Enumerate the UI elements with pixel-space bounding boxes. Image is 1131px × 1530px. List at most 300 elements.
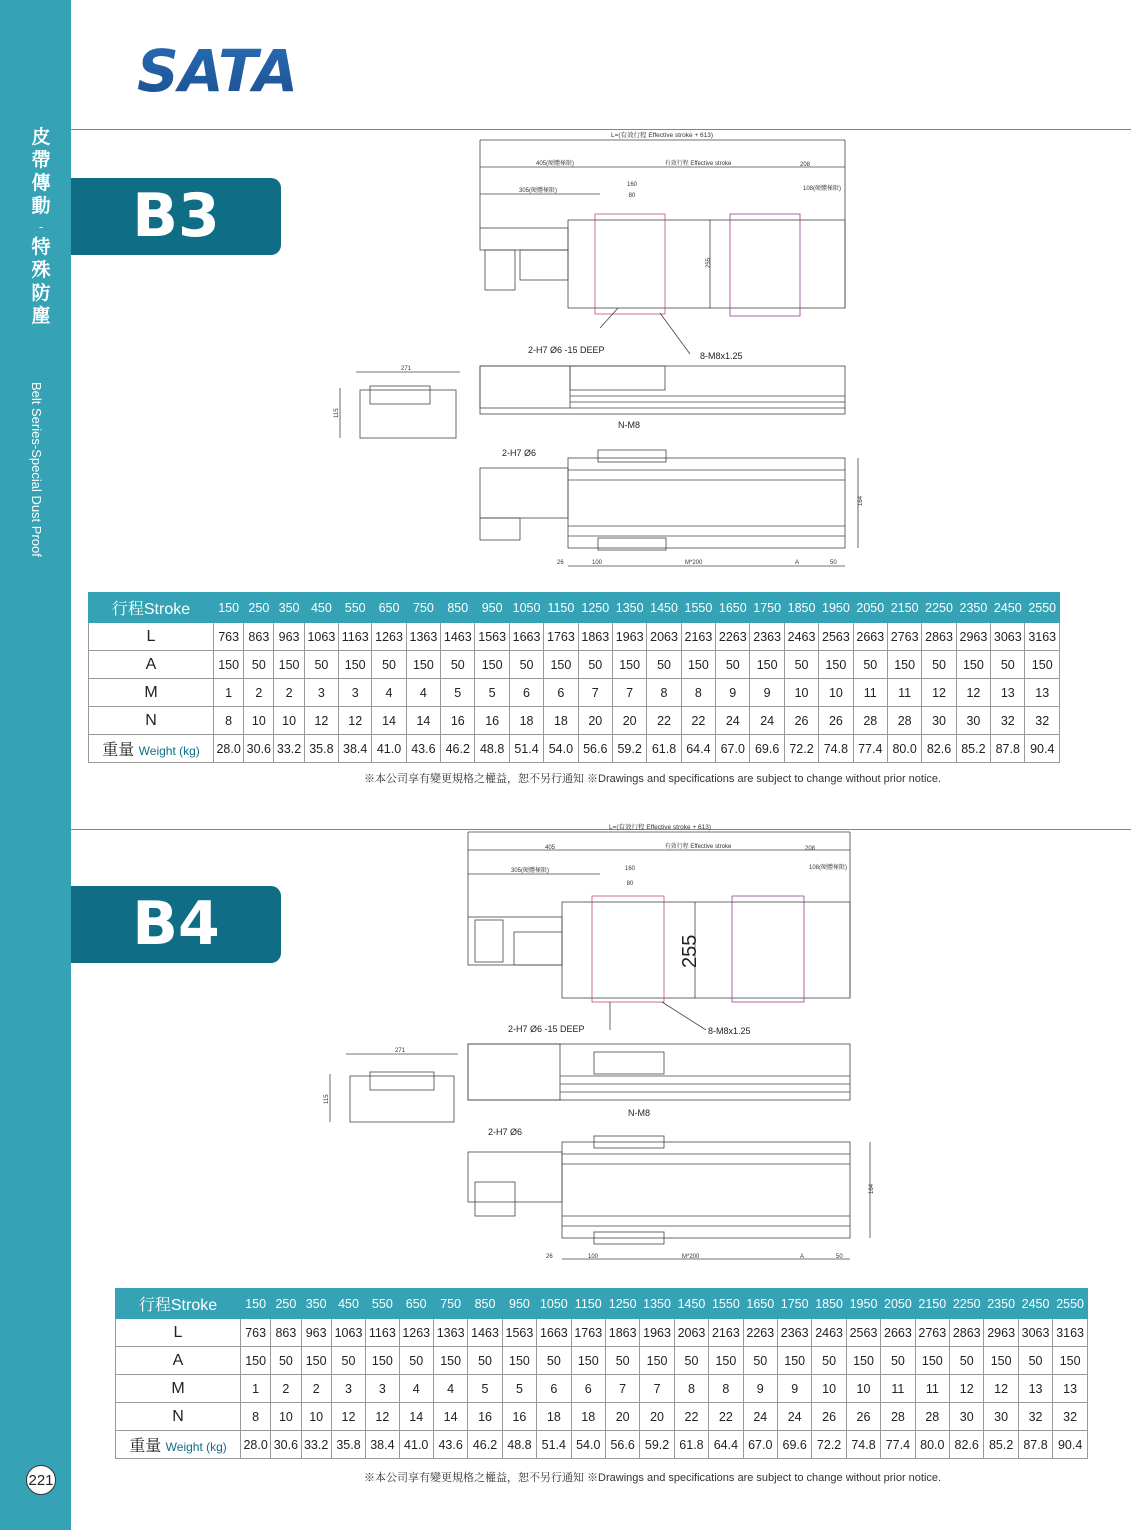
table-cell: 2363 (777, 1319, 811, 1347)
table-cell: 763 (214, 623, 244, 651)
table-cell: 11 (881, 1375, 915, 1403)
pin-spec-label: 2-H7 Ø6 (488, 1127, 523, 1137)
table-cell: 2563 (846, 1319, 880, 1347)
table-cell: 4 (399, 1375, 433, 1403)
row-label: N (89, 707, 214, 735)
table-cell: 18 (509, 707, 543, 735)
table-cell: 150 (406, 651, 440, 679)
table-cell: 20 (605, 1403, 639, 1431)
dim-left-limit: 305(硬體極限) (518, 188, 558, 194)
sidebar (0, 0, 71, 1530)
table-cell: 2863 (922, 623, 956, 651)
stroke-cell: 1150 (544, 593, 578, 623)
weight-cell: 67.0 (743, 1431, 777, 1459)
table-cell: 5 (441, 679, 475, 707)
weight-cell: 61.8 (647, 735, 681, 763)
table-cell: 16 (441, 707, 475, 735)
stroke-label: 行程Stroke (89, 593, 214, 623)
weight-cell: 35.8 (331, 1431, 365, 1459)
table-cell: 1563 (502, 1319, 536, 1347)
model-badge: B3 (71, 178, 281, 255)
weight-cell: 38.4 (339, 735, 372, 763)
table-cell: 50 (991, 651, 1025, 679)
table-cell: 963 (301, 1319, 331, 1347)
table-cell: 2663 (853, 623, 887, 651)
stroke-cell: 150 (214, 593, 244, 623)
weight-cell: 59.2 (640, 1431, 674, 1459)
stroke-cell: 1950 (819, 593, 853, 623)
table-cell: 1963 (640, 1319, 674, 1347)
stroke-cell: 350 (301, 1289, 331, 1319)
table-row (89, 679, 1060, 707)
table-cell: 7 (578, 679, 612, 707)
table-cell: 2263 (716, 623, 750, 651)
dim-164: 164 (869, 1183, 875, 1194)
table-cell: 7 (612, 679, 646, 707)
n-m8-label: N-M8 (628, 1108, 650, 1118)
table-cell: 150 (571, 1347, 605, 1375)
weight-cell: 80.0 (915, 1431, 949, 1459)
dim-160: 160 (626, 182, 638, 188)
table-cell: 1163 (339, 623, 372, 651)
b3-spec-table (88, 592, 1060, 763)
stroke-cell: 1350 (612, 593, 646, 623)
table-cell: 26 (819, 707, 853, 735)
sidebar-chinese-title: 皮 帶 傳 動 - 特 殊 防 塵 (31, 126, 51, 327)
b4-spec-table (115, 1288, 1088, 1459)
table-cell: 6 (571, 1375, 605, 1403)
stroke-cell: 1450 (674, 1289, 708, 1319)
table-cell: 22 (674, 1403, 708, 1431)
weight-cell: 80.0 (887, 735, 921, 763)
table-cell: 11 (853, 679, 887, 707)
table-cell: 12 (366, 1403, 399, 1431)
stroke-cell: 150 (241, 1289, 271, 1319)
table-cell: 8 (647, 679, 681, 707)
stroke-cell: 1050 (509, 593, 543, 623)
stroke-cell: 450 (331, 1289, 365, 1319)
dim-left-length: 405 (544, 845, 556, 851)
table-cell: 14 (406, 707, 440, 735)
table-cell: 150 (915, 1347, 949, 1375)
table-cell: 26 (812, 1403, 846, 1431)
table-cell: 10 (301, 1403, 331, 1431)
table-cell: 12 (304, 707, 338, 735)
stroke-cell: 750 (433, 1289, 467, 1319)
table-cell: 150 (984, 1347, 1018, 1375)
stroke-cell: 1850 (812, 1289, 846, 1319)
stroke-cell: 1650 (743, 1289, 777, 1319)
table-cell: 13 (991, 679, 1025, 707)
stroke-cell: 650 (399, 1289, 433, 1319)
weight-label-en: Weight (kg) (165, 1440, 227, 1454)
stroke-cell: 1550 (709, 1289, 743, 1319)
table-cell: 1863 (578, 623, 612, 651)
stroke-cell: 250 (244, 593, 274, 623)
weight-cell: 41.0 (399, 1431, 433, 1459)
stroke-cell: 950 (475, 593, 509, 623)
dim-115: 115 (324, 1094, 330, 1104)
table-cell: 2563 (819, 623, 853, 651)
table-cell: 50 (468, 1347, 502, 1375)
table-cell: 2863 (950, 1319, 984, 1347)
stroke-cell: 450 (304, 593, 338, 623)
table-cell: 14 (372, 707, 406, 735)
weight-cell: 33.2 (274, 735, 304, 763)
weight-cell: 77.4 (881, 1431, 915, 1459)
table-cell: 1963 (612, 623, 646, 651)
hole-spec-label: 2-H7 Ø6 -15 DEEP (508, 1024, 585, 1034)
table-cell: 26 (846, 1403, 880, 1431)
table-cell: 32 (1018, 1403, 1052, 1431)
table-cell: 26 (784, 707, 818, 735)
row-label: N (116, 1403, 241, 1431)
weight-cell: 61.8 (674, 1431, 708, 1459)
pin-spec-label: 2-H7 Ø6 (502, 448, 537, 458)
table-cell: 2 (274, 679, 304, 707)
table-cell: 1 (241, 1375, 271, 1403)
table-cell: 22 (647, 707, 681, 735)
table-cell: 1 (214, 679, 244, 707)
weight-cell: 41.0 (372, 735, 406, 763)
table-cell: 50 (784, 651, 818, 679)
table-cell: 30 (950, 1403, 984, 1431)
table-cell: 3063 (1018, 1319, 1052, 1347)
weight-cell: 43.6 (406, 735, 440, 763)
disclaimer-note: ※本公司享有變更規格之權益，恕不另行通知 ※Drawings and specifications are subject to change without prior notice. (364, 1472, 942, 1484)
table-cell: 1563 (475, 623, 509, 651)
dim-right-length: 208 (804, 846, 816, 852)
table-row (116, 1347, 1088, 1375)
table-cell: 2 (301, 1375, 331, 1403)
weight-cell: 72.2 (784, 735, 818, 763)
table-cell: 11 (887, 679, 921, 707)
table-cell: 2 (244, 679, 274, 707)
weight-cell: 35.8 (304, 735, 338, 763)
weight-cell: 33.2 (301, 1431, 331, 1459)
table-cell: 50 (244, 651, 274, 679)
stroke-cell: 2550 (1025, 593, 1060, 623)
table-cell: 13 (1053, 1375, 1088, 1403)
table-cell: 9 (750, 679, 784, 707)
weight-cell: 69.6 (777, 1431, 811, 1459)
dim-26: 26 (546, 1254, 553, 1260)
stroke-cell: 1850 (784, 593, 818, 623)
table-cell: 8 (709, 1375, 743, 1403)
weight-cell: 82.6 (950, 1431, 984, 1459)
table-cell: 150 (433, 1347, 467, 1375)
table-cell: 10 (819, 679, 853, 707)
weight-cell: 64.4 (681, 735, 715, 763)
dim-right-length: 208 (799, 162, 811, 168)
table-cell: 2 (271, 1375, 301, 1403)
weight-cell: 67.0 (716, 735, 750, 763)
table-cell: 7 (640, 1375, 674, 1403)
table-cell: 30 (984, 1403, 1018, 1431)
table-cell: 3163 (1053, 1319, 1088, 1347)
table-cell: 24 (777, 1403, 811, 1431)
stroke-cell: 350 (274, 593, 304, 623)
dim-a: A (795, 560, 800, 566)
table-cell: 28 (853, 707, 887, 735)
stroke-cell: 1650 (716, 593, 750, 623)
stroke-cell: 550 (339, 593, 372, 623)
table-cell: 30 (922, 707, 956, 735)
weight-cell: 87.8 (991, 735, 1025, 763)
table-cell: 150 (846, 1347, 880, 1375)
dim-164: 164 (858, 495, 864, 506)
weight-cell: 54.0 (571, 1431, 605, 1459)
stroke-header-row (89, 593, 1060, 623)
table-cell: 12 (984, 1375, 1018, 1403)
dim-255: 255 (706, 257, 712, 268)
stroke-cell: 2250 (950, 1289, 984, 1319)
table-cell: 2163 (709, 1319, 743, 1347)
stroke-cell: 1750 (777, 1289, 811, 1319)
table-cell: 6 (537, 1375, 571, 1403)
table-cell: 150 (819, 651, 853, 679)
table-cell: 3 (339, 679, 372, 707)
table-cell: 2463 (812, 1319, 846, 1347)
table-cell: 3163 (1025, 623, 1060, 651)
stroke-cell: 1550 (681, 593, 715, 623)
row-label: M (89, 679, 214, 707)
table-row (116, 1319, 1088, 1347)
table-cell: 1463 (441, 623, 475, 651)
dim-right-limit: 108(硬體極限) (808, 865, 848, 871)
n-m8-label: N-M8 (618, 420, 640, 430)
table-cell: 13 (1018, 1375, 1052, 1403)
dim-115: 115 (334, 408, 340, 418)
table-cell: 2363 (750, 623, 784, 651)
table-cell: 150 (1053, 1347, 1088, 1375)
weight-cell: 56.6 (578, 735, 612, 763)
stroke-cell: 850 (468, 1289, 502, 1319)
dim-m200: M*200 (682, 1254, 700, 1260)
b4-technical-drawing (310, 822, 890, 1270)
dim-100: 100 (592, 560, 603, 566)
table-cell: 18 (571, 1403, 605, 1431)
table-cell: 2763 (887, 623, 921, 651)
weight-cell: 30.6 (244, 735, 274, 763)
weight-cell: 56.6 (605, 1431, 639, 1459)
table-cell: 16 (468, 1403, 502, 1431)
table-cell: 963 (274, 623, 304, 651)
table-cell: 24 (743, 1403, 777, 1431)
table-cell: 6 (544, 679, 578, 707)
dim-effective-stroke: 有效行程 Effective stroke (664, 161, 732, 167)
table-cell: 1663 (509, 623, 543, 651)
dim-100: 100 (588, 1254, 599, 1260)
table-cell: 8 (241, 1403, 271, 1431)
stroke-cell: 1950 (846, 1289, 880, 1319)
table-cell: 1463 (468, 1319, 502, 1347)
table-cell: 150 (1025, 651, 1060, 679)
stroke-cell: 2450 (1018, 1289, 1052, 1319)
table-cell: 5 (475, 679, 509, 707)
hole-spec-label: 2-H7 Ø6 -15 DEEP (528, 345, 605, 355)
table-cell: 18 (537, 1403, 571, 1431)
weight-cell: 90.4 (1053, 1431, 1088, 1459)
row-label: A (116, 1347, 241, 1375)
logo-text: SATA (137, 38, 299, 96)
table-cell: 10 (244, 707, 274, 735)
table-cell: 763 (241, 1319, 271, 1347)
row-label: A (89, 651, 214, 679)
table-cell: 22 (681, 707, 715, 735)
stroke-cell: 1250 (578, 593, 612, 623)
stroke-cell: 2150 (915, 1289, 949, 1319)
table-cell: 50 (399, 1347, 433, 1375)
table-cell: 28 (881, 1403, 915, 1431)
table-cell: 863 (244, 623, 274, 651)
table-cell: 150 (750, 651, 784, 679)
table-cell: 150 (612, 651, 646, 679)
weight-cell: 69.6 (750, 735, 784, 763)
row-label: L (89, 623, 214, 651)
table-cell: 12 (956, 679, 990, 707)
row-label: L (116, 1319, 241, 1347)
dim-80: 80 (628, 193, 636, 199)
table-cell: 5 (502, 1375, 536, 1403)
weight-label-en: Weight (kg) (138, 744, 200, 758)
weight-cell: 87.8 (1018, 1431, 1052, 1459)
table-cell: 150 (214, 651, 244, 679)
table-cell: 10 (846, 1375, 880, 1403)
table-cell: 50 (271, 1347, 301, 1375)
table-cell: 2763 (915, 1319, 949, 1347)
dim-26: 26 (557, 560, 564, 566)
table-cell: 11 (915, 1375, 949, 1403)
table-cell: 16 (475, 707, 509, 735)
table-cell: 50 (922, 651, 956, 679)
table-cell: 20 (578, 707, 612, 735)
table-cell: 28 (887, 707, 921, 735)
table-cell: 10 (784, 679, 818, 707)
weight-label (89, 735, 214, 763)
weight-cell: 28.0 (214, 735, 244, 763)
table-cell: 12 (950, 1375, 984, 1403)
table-cell: 150 (301, 1347, 331, 1375)
table-cell: 13 (1025, 679, 1060, 707)
stroke-cell: 2250 (922, 593, 956, 623)
weight-cell: 85.2 (956, 735, 990, 763)
stroke-cell: 2350 (956, 593, 990, 623)
stroke-cell: 2050 (853, 593, 887, 623)
dim-left-length: 405(硬體極限) (535, 161, 575, 167)
weight-cell: 74.8 (846, 1431, 880, 1459)
weight-cell: 48.8 (502, 1431, 536, 1459)
table-cell: 6 (509, 679, 543, 707)
table-cell: 9 (743, 1375, 777, 1403)
table-cell: 14 (433, 1403, 467, 1431)
table-cell: 50 (578, 651, 612, 679)
table-cell: 2663 (881, 1319, 915, 1347)
stroke-cell: 950 (502, 1289, 536, 1319)
table-cell: 150 (887, 651, 921, 679)
table-cell: 9 (716, 679, 750, 707)
weight-cell: 74.8 (819, 735, 853, 763)
table-cell: 150 (475, 651, 509, 679)
table-cell: 50 (853, 651, 887, 679)
table-cell: 24 (716, 707, 750, 735)
table-cell: 5 (468, 1375, 502, 1403)
table-cell: 1063 (304, 623, 338, 651)
table-cell: 150 (681, 651, 715, 679)
table-cell: 2263 (743, 1319, 777, 1347)
table-cell: 1363 (406, 623, 440, 651)
dim-effective-stroke: 有效行程 Effective stroke (664, 844, 732, 850)
weight-cell: 51.4 (509, 735, 543, 763)
table-cell: 863 (271, 1319, 301, 1347)
table-cell: 32 (1053, 1403, 1088, 1431)
stroke-cell: 750 (406, 593, 440, 623)
dim-m200: M*200 (685, 560, 703, 566)
dim-a: A (800, 1254, 805, 1260)
weight-cell: 51.4 (537, 1431, 571, 1459)
weight-label-cn: 重量 (129, 1438, 162, 1455)
table-cell: 1263 (372, 623, 406, 651)
table-cell: 28 (915, 1403, 949, 1431)
weight-cell: 28.0 (241, 1431, 271, 1459)
table-cell: 50 (1018, 1347, 1052, 1375)
stroke-cell: 2350 (984, 1289, 1018, 1319)
table-cell: 14 (399, 1403, 433, 1431)
table-row (89, 623, 1060, 651)
table-cell: 9 (777, 1375, 811, 1403)
weight-cell: 82.6 (922, 735, 956, 763)
table-cell: 2463 (784, 623, 818, 651)
table-row (116, 1403, 1088, 1431)
stroke-cell: 2150 (887, 593, 921, 623)
table-cell: 150 (640, 1347, 674, 1375)
table-cell: 2963 (984, 1319, 1018, 1347)
table-cell: 12 (339, 707, 372, 735)
table-cell: 1663 (537, 1319, 571, 1347)
table-cell: 1363 (433, 1319, 467, 1347)
stroke-cell: 550 (366, 1289, 399, 1319)
dim-overall-length: L=(有效行程 Effective stroke + 613) (608, 824, 712, 831)
table-cell: 4 (433, 1375, 467, 1403)
table-cell: 16 (502, 1403, 536, 1431)
table-cell: 50 (881, 1347, 915, 1375)
table-cell: 2063 (647, 623, 681, 651)
weight-row (116, 1431, 1088, 1459)
table-cell: 1763 (544, 623, 578, 651)
table-cell: 150 (366, 1347, 399, 1375)
table-cell: 50 (812, 1347, 846, 1375)
weight-cell: 48.8 (475, 735, 509, 763)
table-cell: 2163 (681, 623, 715, 651)
table-cell: 20 (612, 707, 646, 735)
dim-right-limit: 108(硬體極限) (802, 186, 842, 192)
weight-row (89, 735, 1060, 763)
b3-technical-drawing (330, 128, 890, 576)
table-cell: 32 (1025, 707, 1060, 735)
table-cell: 12 (331, 1403, 365, 1431)
dim-50: 50 (830, 560, 837, 566)
table-row (116, 1375, 1088, 1403)
table-cell: 50 (509, 651, 543, 679)
table-cell: 150 (956, 651, 990, 679)
screw-spec-label: 8-M8x1.25 (708, 1026, 751, 1036)
table-cell: 32 (991, 707, 1025, 735)
weight-cell: 77.4 (853, 735, 887, 763)
model-badge: B4 (71, 886, 281, 963)
table-cell: 8 (214, 707, 244, 735)
row-label: M (116, 1375, 241, 1403)
table-cell: 50 (441, 651, 475, 679)
